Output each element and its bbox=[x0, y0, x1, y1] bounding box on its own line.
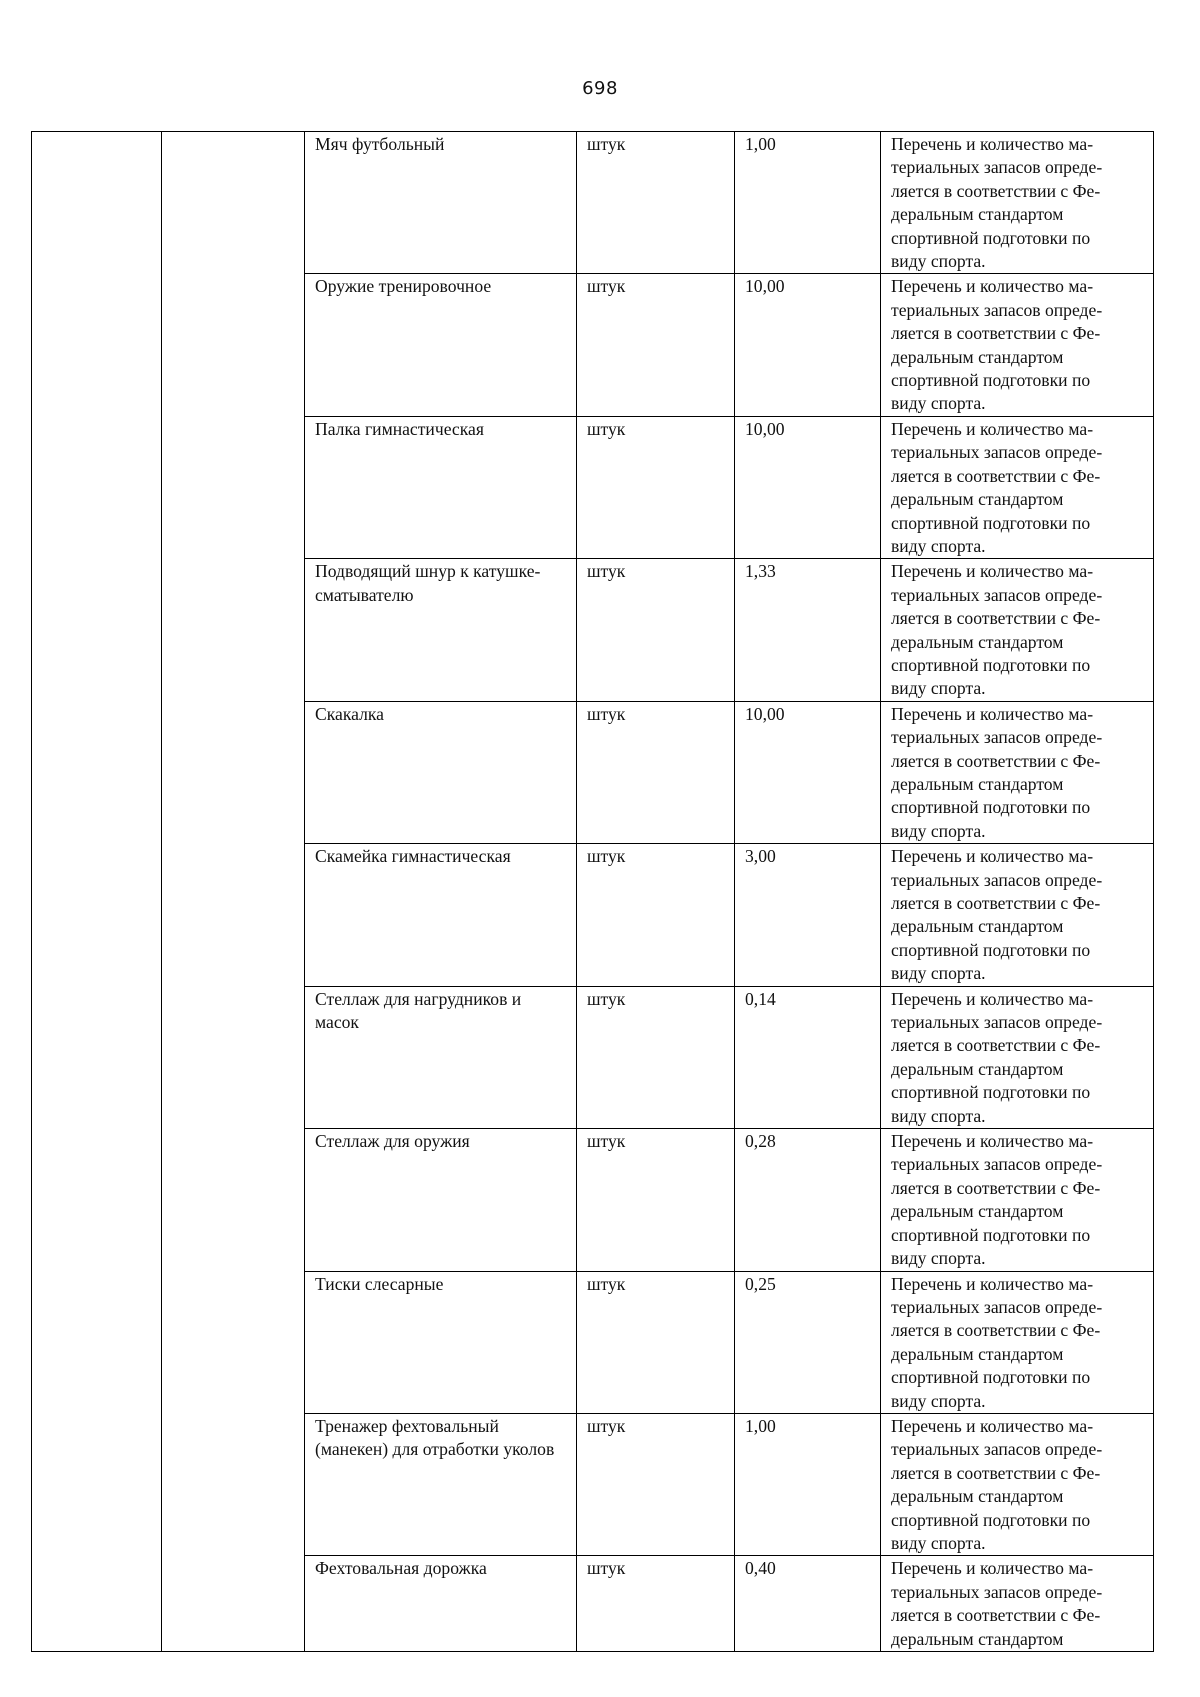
item-unit: штук bbox=[577, 132, 735, 274]
item-qty: 0,28 bbox=[735, 1129, 881, 1271]
item-unit: штук bbox=[577, 1129, 735, 1271]
item-unit: штук bbox=[577, 274, 735, 416]
item-note: Перечень и количество ма- териальных запасов опреде- ляется в соответствии с Фе- деральным стандартом спортивной подготовки по виду спорта. bbox=[881, 274, 1154, 416]
empty-cell-col1 bbox=[32, 132, 162, 1652]
item-qty: 10,00 bbox=[735, 416, 881, 558]
item-qty: 1,33 bbox=[735, 559, 881, 701]
item-unit: штук bbox=[577, 701, 735, 843]
empty-cell-col2 bbox=[162, 132, 305, 1652]
item-name: Скамейка гимнастическая bbox=[305, 844, 577, 986]
item-name: Фехтовальная дорожка bbox=[305, 1556, 577, 1652]
item-name: Тиски слесарные bbox=[305, 1271, 577, 1413]
item-unit: штук bbox=[577, 1413, 735, 1555]
item-qty: 10,00 bbox=[735, 274, 881, 416]
item-name: Мяч футбольный bbox=[305, 132, 577, 274]
item-qty: 0,40 bbox=[735, 1556, 881, 1652]
item-unit: штук bbox=[577, 416, 735, 558]
table-row bbox=[32, 132, 1154, 274]
item-qty: 1,00 bbox=[735, 132, 881, 274]
item-unit: штук bbox=[577, 1271, 735, 1413]
item-qty: 0,25 bbox=[735, 1271, 881, 1413]
item-note: Перечень и количество ма- териальных запасов опреде- ляется в соответствии с Фе- деральным стандартом спортивной подготовки по виду спорта. bbox=[881, 1271, 1154, 1413]
item-note: Перечень и количество ма- териальных запасов опреде- ляется в соответствии с Фе- деральным стандартом спортивной подготовки по виду спорта. bbox=[881, 132, 1154, 274]
item-note: Перечень и количество ма- териальных запасов опреде- ляется в соответствии с Фе- деральным стандартом спортивной подготовки по виду спорта. bbox=[881, 559, 1154, 701]
item-note: Перечень и количество ма- териальных запасов опреде- ляется в соответствии с Фе- деральным стандартом bbox=[881, 1556, 1154, 1652]
item-name: Стеллаж для оружия bbox=[305, 1129, 577, 1271]
item-name: Скакалка bbox=[305, 701, 577, 843]
item-qty: 1,00 bbox=[735, 1413, 881, 1555]
item-qty: 0,14 bbox=[735, 986, 881, 1128]
equipment-table bbox=[31, 131, 1154, 1652]
item-note: Перечень и количество ма- териальных запасов опреде- ляется в соответствии с Фе- деральным стандартом спортивной подготовки по виду спорта. bbox=[881, 416, 1154, 558]
item-unit: штук bbox=[577, 986, 735, 1128]
item-unit: штук bbox=[577, 559, 735, 701]
item-note: Перечень и количество ма- териальных запасов опреде- ляется в соответствии с Фе- деральным стандартом спортивной подготовки по виду спорта. bbox=[881, 986, 1154, 1128]
item-name: Оружие тренировочное bbox=[305, 274, 577, 416]
item-name: Подводящий шнур к катушке-сматывателю bbox=[305, 559, 577, 701]
item-qty: 3,00 bbox=[735, 844, 881, 986]
item-unit: штук bbox=[577, 844, 735, 986]
item-name: Тренажер фехтовальный (манекен) для отработки уколов bbox=[305, 1413, 577, 1555]
item-unit: штук bbox=[577, 1556, 735, 1652]
item-note: Перечень и количество ма- териальных запасов опреде- ляется в соответствии с Фе- деральным стандартом спортивной подготовки по виду спорта. bbox=[881, 1129, 1154, 1271]
item-note: Перечень и количество ма- териальных запасов опреде- ляется в соответствии с Фе- деральным стандартом спортивной подготовки по виду спорта. bbox=[881, 1413, 1154, 1555]
item-note: Перечень и количество ма- териальных запасов опреде- ляется в соответствии с Фе- деральным стандартом спортивной подготовки по виду спорта. bbox=[881, 701, 1154, 843]
page-number: 698 bbox=[582, 78, 618, 99]
item-note: Перечень и количество ма- териальных запасов опреде- ляется в соответствии с Фе- деральным стандартом спортивной подготовки по виду спорта. bbox=[881, 844, 1154, 986]
item-qty: 10,00 bbox=[735, 701, 881, 843]
item-name: Стеллаж для нагрудников и масок bbox=[305, 986, 577, 1128]
item-name: Палка гимнастическая bbox=[305, 416, 577, 558]
